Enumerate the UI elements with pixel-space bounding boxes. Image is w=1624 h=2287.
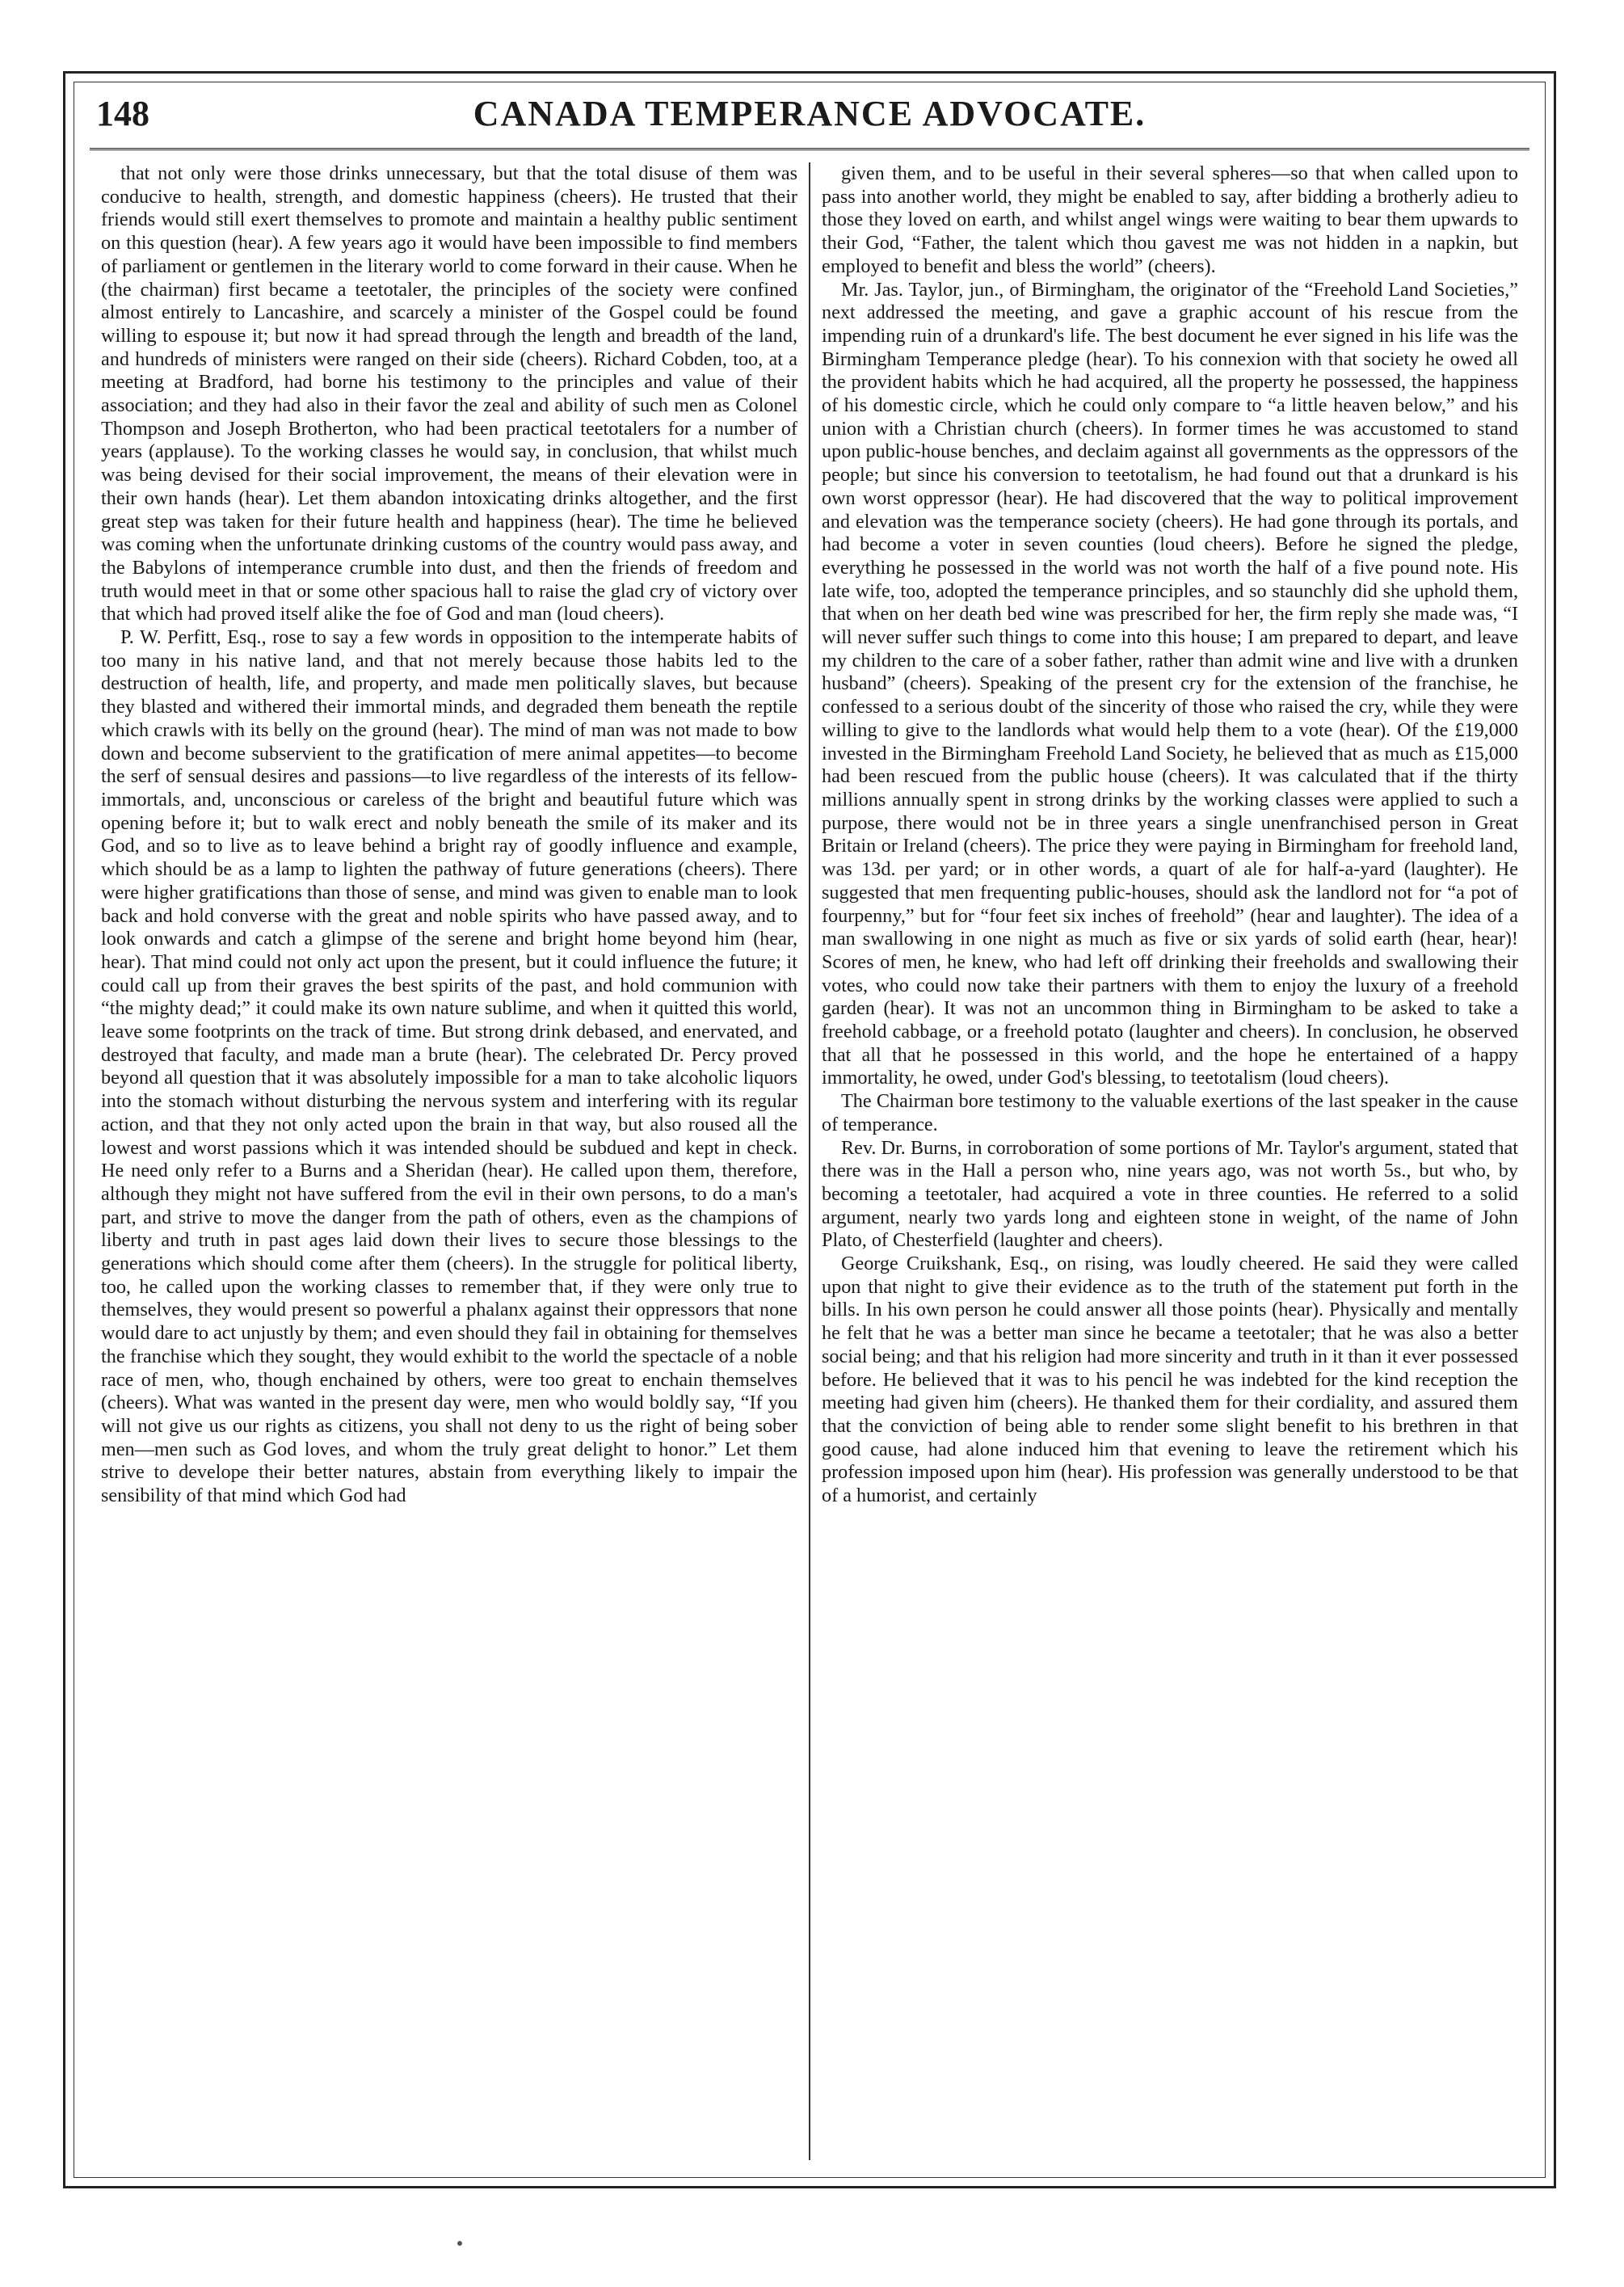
page-header: [90, 85, 1529, 150]
paragraph: George Cruikshank, Esq., on rising, was loudly cheered. He said they were called upon that night to give their evidence as to the truth of the statement put forth in the bills. In his own person he could answer all those points (hear). Physically and mentally he felt that he was a better man since he became a teetotaler; that he was also a better social being; and that his religion had more sincerity and truth in it than it ever possessed before. He believed that it was to his pencil he was indebted for the kind reception the meeting had given him (cheers). He thanked them for their cordiality, and assured them that the conviction of being able to render some slight benefit to his brethren in that good cause, had alone induced him that evening to leave the retirement which his profession imposed upon him (hear). His profession was generally understood to be that of a humorist, and certainly: [822, 1253, 1518, 1507]
paragraph: The Chairman bore testimony to the valuable exertions of the last speaker in the cause of temperance.: [822, 1090, 1518, 1135]
paragraph: given them, and to be useful in their several spheres—so that when called upon to pass into another world, they might be enabled to say, after bidding a brotherly adieu to those they loved on earth, and whilst angel wings were waiting to bear them upwards to their God, “Father, the talent which thou gavest me was not hidden in a napkin, but employed to benefit and bless the world” (cheers).: [822, 162, 1518, 277]
text-columns: [90, 162, 1529, 2160]
paragraph: Mr. Jas. Taylor, jun., of Birmingham, the originator of the “Freehold Land Societies,” next addressed the meeting, and gave a graphic account of his rescue from the impending ruin of a drunkard's life. The best document he ever signed in his life was the Birmingham Temperance pledge (hear). To his connexion with that society he owed all the provident habits which he had acquired, all the property he possessed, the happiness of his domestic circle, which he could only compare to “a little heaven below,” and his union with a Christian church (cheers). In former times he was accustomed to stand upon public-house benches, and declaim against all governments as the oppressors of the people; but since his conversion to teetotalism, he had found out that a drunkard is his own worst oppressor (hear). He had discovered that the way to political improvement and elevation was the temperance society (cheers). He had gone through its portals, and had become a voter in seven counties (loud cheers). Before he signed the pledge, everything he possessed in the world was not worth the half of a five pound note. His late wife, too, adopted the temperance principles, and so staunchly did she uphold them, that when on her death bed wine was prescribed for her, the firm reply she made was, “I will never suffer such things to come into this house; I am prepared to depart, and leave my children to the care of a sober father, rather than admit wine and live with a drunken husband” (cheers). Speaking of the present cry for the extension of the franchise, he confessed to a serious doubt of the sincerity of those who raised the cry, while they were willing to give to the landlords what would help them to a vote (hear). Of the £19,000 invested in the Birmingham Freehold Land Society, he believed that as much as £15,000 had been rescued from the public house (cheers). It was calculated that if the thirty millions annually spent in strong drinks by the working classes were applied to such a purpose, there would not be in three years a single unenfranchised person in Great Britain or Ireland (cheers). The price they were paying in Birmingham for freehold land, was 13d. per yard; or in other words, a quart of ale for half-a-yard (laughter). He suggested that men frequenting public-houses, should ask the landlord not for “a pot of fourpenny,” but for “four feet six inches of freehold” (hear and laughter). The idea of a man swallowing in one night as much as five or six yards of solid earth (hear, hear)! Scores of men, he knew, who had left off drinking their freeholds and swallowing their votes, who could now take their partners with them to enjoy the luxury of a freehold garden (hear). It was not an uncommon thing in Birmingham to be asked to take a freehold cabbage, or a freehold potato (laughter and cheers). In conclusion, he observed that all that he possessed in this world, and the hope he entertained of a happy immortality, he owed, under God's blessing, to teetotalism (loud cheers).: [822, 278, 1518, 1089]
paragraph: Rev. Dr. Burns, in corroboration of some portions of Mr. Taylor's argument, stated that there was in the Hall a person who, nine years ago, was not worth 5s., but who, by becoming a teetotaler, had acquired a vote in three counties. He referred to a solid argument, nearly two yards long and eighteen stone in weight, of the name of John Plato, of Chesterfield (laughter and cheers).: [822, 1136, 1518, 1252]
paragraph: that not only were those drinks unnecessary, but that the total disuse of them was conducive to health, strength, and domestic happiness (cheers). He trusted that their friends would still exert themselves to promote and maintain a healthy public sentiment on this question (hear). A few years ago it would have been impossible to find members of parliament or gentlemen in the literary world to come forward in their cause. When he (the chairman) first became a teetotaler, the principles of the society were confined almost entirely to Lancashire, and scarcely a minister of the Gospel could be found willing to espouse it; but now it had spread through the length and breadth of the land, and hundreds of ministers were ranged on their side (cheers). Richard Cobden, too, at a meeting at Bradford, had borne his testimony to the principles and value of their association; and they had also in their favor the zeal and ability of such men as Colonel Thompson and Joseph Brotherton, who had been practical teetotalers for a number of years (applause). To the working classes he would say, in conclusion, that whilst much was being devised for their social improvement, the means of their elevation were in their own hands (hear). Let them abandon intoxicating drinks altogether, and the first great step was taken for their future health and happiness (hear). The time he believed was coming when the unfortunate drinking customs of the country would pass away, and the Babylons of intemperance crumble into dust, and then the friends of freedom and truth would meet in that or some other spacious hall to raise the glad cry of victory over that which had proved itself alike the foe of God and man (loud cheers).: [101, 162, 797, 625]
print-speck: [457, 2241, 462, 2246]
right-column: [810, 162, 1529, 2160]
paragraph: P. W. Perfitt, Esq., rose to say a few words in opposition to the intemperate habits of too many in his native land, and that not merely because those habits led to the destruction of health, life, and property, and made men politically slaves, but because they blasted and withered their immortal minds, and degraded them beneath the reptile which crawls with its belly on the ground (hear). The mind of man was not made to bow down and become subservient to the gratification of mere animal appetites—to become the serf of sensual desires and passions—to live regardless of the interests of its fellow-immortals, and, unconscious or careless of the bright and beautiful future which was opening before it; but to walk erect and nobly beneath the smile of its maker and its God, and so to live as to leave behind a bright ray of goodly influence and example, which should be as a lamp to lighten the pathway of future generations (cheers). There were higher gratifications than those of sense, and mind was given to enable man to look back and hold converse with the great and noble spirits who have passed away, and to look onwards and catch a glimpse of the serene and bright home beyond him (hear, hear). That mind could not only act upon the present, but it could influence the future; it could call up from their graves the best spirits of the past, and hold communion with “the mighty dead;” it could make its own nature sublime, and when it quitted this world, leave some footprints on the track of time. But strong drink debased, and enervated, and destroyed that faculty, and made man a brute (hear). The celebrated Dr. Percy proved beyond all question that it was absolutely impossible for a man to take alcoholic liquors into the stomach without disturbing the nervous system and interfering with its regular action, and that they not only acted upon the brain in that way, but also roused all the lowest and worst passions which it was intended should be subdued and kept in check. He need only refer to a Burns and a Sheridan (hear). He called upon them, therefore, although they might not have suffered from the evil in their own persons, to do a man's part, and strive to move the danger from the path of others, even as the champions of liberty and truth in past ages laid down their lives to secure those blessings to the generations which should come after them (cheers). In the struggle for political liberty, too, he called upon the working classes to remember that, if they were only true to themselves, they would present so powerful a phalanx against their oppressors that none would dare to act unjustly by them; and even should they fail in obtaining for themselves the franchise which they sought, they would exhibit to the world the spectacle of a noble race of men, who, though enchained by others, were too great to enchain themselves (cheers). What was wanted in the present day were, men who would boldly say, “If you will not give us our rights as citizens, you shall not deny to us the right of being sober men—men such as God loves, and whom the truly great delight to honor.” Let them strive to develope their better natures, abstain from everything likely to impair the sensibility of that mind which God had: [101, 626, 797, 1507]
masthead-title: CANADA TEMPERANCE ADVOCATE.: [473, 94, 1146, 133]
left-column: [90, 162, 809, 2160]
page-number: 148: [96, 94, 149, 133]
page-border: [63, 71, 1556, 2188]
